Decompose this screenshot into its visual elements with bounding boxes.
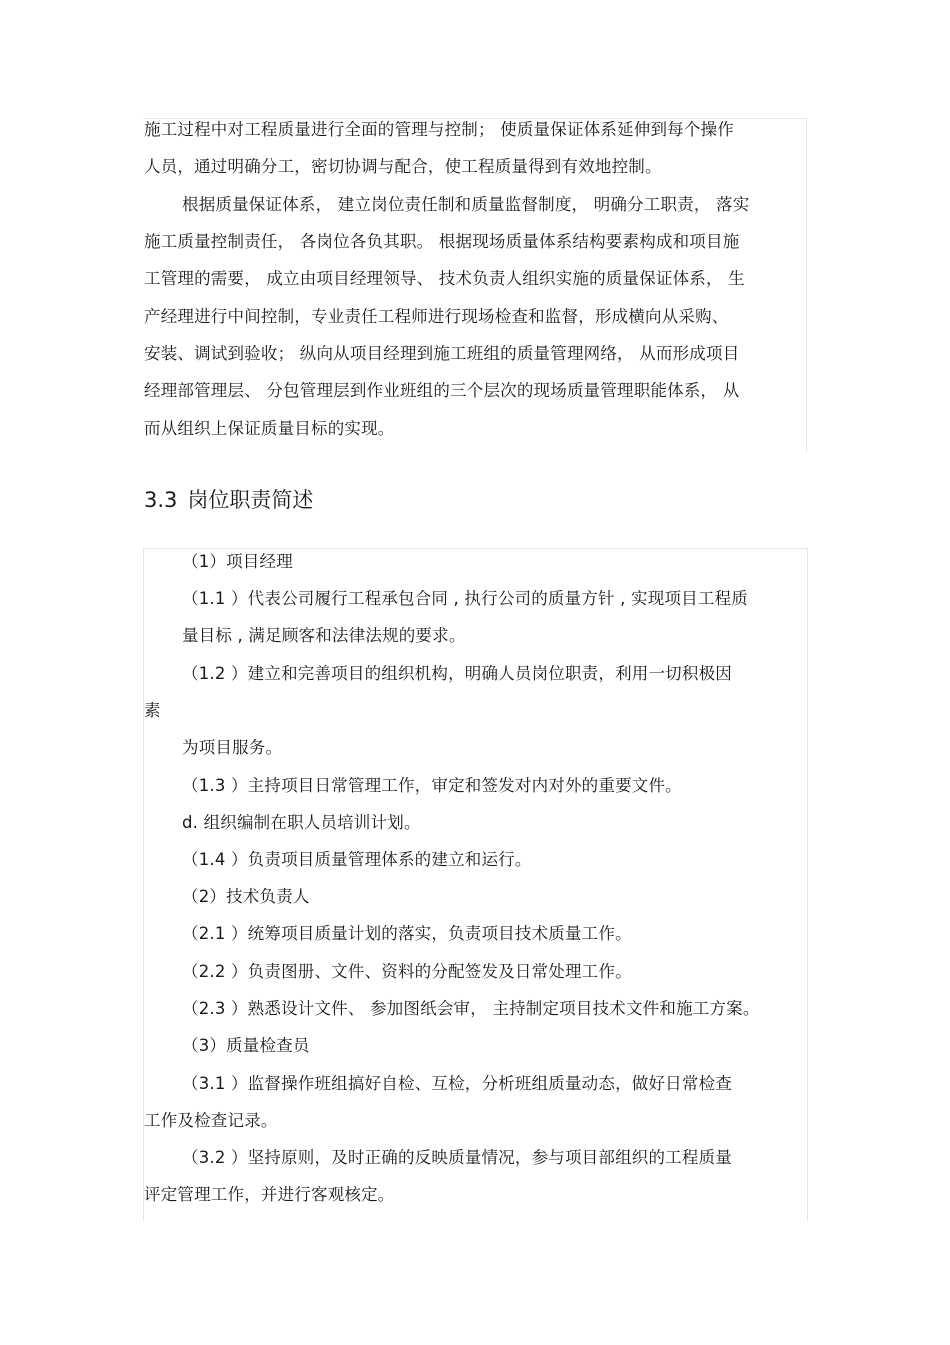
list-line: 量目标 , 满足顾客和法律法规的要求。	[182, 626, 466, 645]
paragraph-line: 施工质量控制责任， 各岗位各负其职。 根据现场质量体系结构要素构成和项目施	[144, 232, 740, 251]
paragraph-line: 工管理的需要， 成立由项目经理领导、 技术负责人组织实施的质量保证体系， 生	[144, 269, 745, 288]
paragraph-line: 人员，通过明确分工，密切协调与配合，使工程质量得到有效地控制。	[144, 157, 662, 176]
list-line: 工作及检查记录。	[144, 1111, 278, 1130]
list-line: 评定管理工作，并进行客观核定。	[144, 1185, 395, 1204]
paragraph-line: 施工过程中对工程质量进行全面的管理与控制； 使质量保证体系延伸到每个操作	[144, 120, 734, 139]
list-line: （1.1 ）代表公司履行工程承包合同 , 执行公司的质量方针 , 实现项目工程质	[182, 589, 748, 608]
section-title: 岗位职责简述	[187, 488, 314, 512]
list-line: （2.3 ）熟悉设计文件、 参加图纸会审， 主持制定项目技术文件和施工方案。	[182, 999, 760, 1018]
list-line: （2.1 ）统筹项目质量计划的落实，负责项目技术质量工作。	[182, 924, 632, 943]
list-line: 素	[144, 701, 161, 720]
list-line: d. 组织编制在职人员培训计划。	[182, 813, 421, 832]
section-heading	[144, 487, 313, 513]
list-line: （1.4 ）负责项目质量管理体系的建立和运行。	[182, 850, 532, 869]
section-number: 3.3	[144, 488, 178, 512]
list-line: （3.2 ）坚持原则，及时正确的反映质量情况，参与项目部组织的工程质量	[182, 1148, 732, 1167]
list-line: （1.3 ）主持项目日常管理工作，审定和签发对内对外的重要文件。	[182, 776, 682, 795]
list-line: （1.2 ）建立和完善项目的组织机构，明确人员岗位职责，利用一切积极因	[182, 664, 732, 683]
list-line: （3）质量检查员	[182, 1036, 310, 1055]
paragraph-line: 而从组织上保证质量目标的实现。	[144, 419, 395, 438]
list-line: （3.1 ）监督操作班组搞好自检、互检，分析班组质量动态，做好日常检查	[182, 1074, 732, 1093]
list-line: （2）技术负责人	[182, 887, 310, 906]
paragraph-line: 经理部管理层、 分包管理层到作业班组的三个层次的现场质量管理职能体系， 从	[144, 381, 740, 400]
paragraph-line: 根据质量保证体系， 建立岗位责任制和质量监督制度， 明确分工职责， 落实	[182, 195, 750, 214]
list-line: （1）项目经理	[182, 552, 293, 571]
paragraph-line: 安装、调试到验收； 纵向从项目经理到施工班组的质量管理网络， 从而形成项目	[144, 344, 740, 363]
list-line: 为项目服务。	[182, 738, 283, 757]
list-line: （2.2 ）负责图册、文件、资料的分配签发及日常处理工作。	[182, 962, 632, 981]
paragraph-line: 产经理进行中间控制，专业责任工程师进行现场检查和监督，形成横向从采购、	[144, 307, 729, 326]
